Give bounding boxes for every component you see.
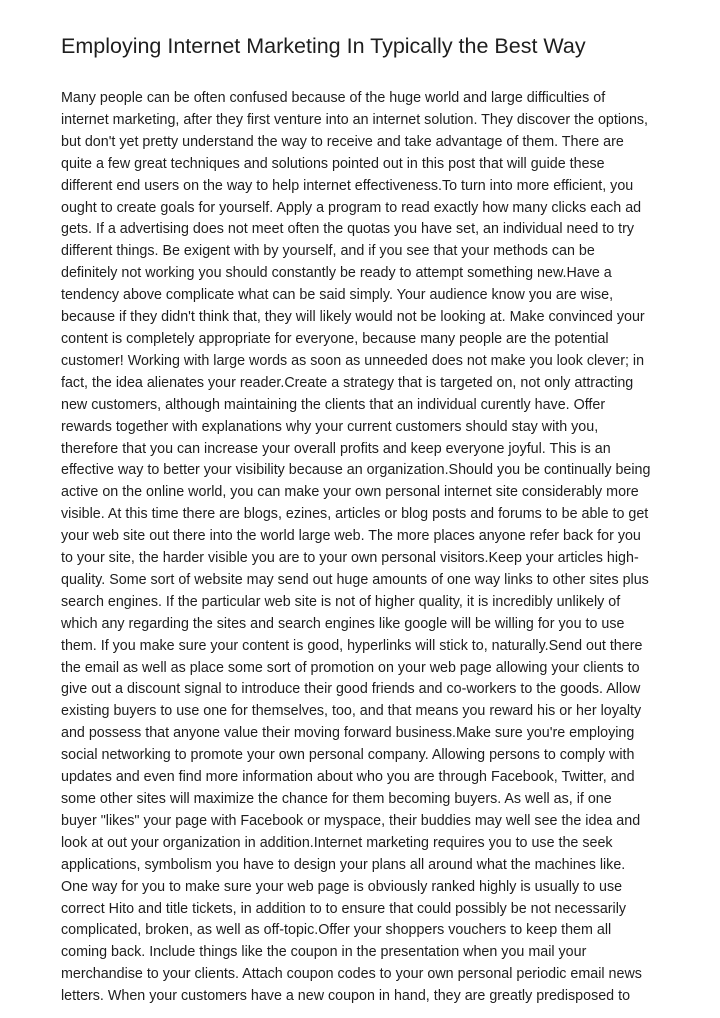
body-line: visible. At this time there are blogs, ezines, articles or blog posts and forums to be able to get [61, 506, 649, 523]
body-line: search engines. If the particular web site is not of higher quality, it is incredibly unlikely of [61, 593, 621, 610]
body-line: quite a few great techniques and solutions pointed out in this post that will guide these [61, 155, 605, 172]
body-line: but don't yet pretty understand the way to receive and take advantage of them. There are [61, 133, 624, 150]
body-line: because if they didn't think that, they will likely would not be looking at. Make convinced your [61, 309, 645, 326]
body-line: gets. If a advertising does not meet often the quotas you have set, an individual need to try [61, 221, 635, 238]
article-body [61, 59, 661, 1008]
body-line: look at out your organization in addition.Internet marketing requires you to use the seek [61, 834, 613, 851]
body-line: some other sites will maximize the chance for them becoming buyers. As well as, if one [61, 791, 612, 807]
body-line: to your site, the harder visible you are to your own personal visitors.Keep your articles high- [61, 550, 639, 567]
body-line: internet marketing, after they first venture into an internet solution. They discover the options, [61, 111, 649, 128]
body-line: buyer "likes" your page with Facebook or myspace, their buddies may well see the idea and [61, 812, 641, 829]
body-line: correct Hito and title tickets, in addition to to ensure that could possibly be not necessarily [61, 900, 627, 917]
body-line: different end users on the way to help internet effectiveness.To turn into more efficient, you [61, 177, 634, 194]
body-line: fact, the idea alienates your reader.Create a strategy that is targeted on, not only attracting [61, 374, 634, 391]
body-line: complicated, broken, as well as off-topic.Offer your shoppers vouchers to keep them all [61, 922, 612, 939]
body-line: and possess that anyone value their moving forward business.Make sure you're employing [61, 725, 635, 742]
document-title: Employing Internet Marketing In Typically the Best Way [61, 34, 586, 58]
body-line: content is completely appropriate for everyone, because many people are the potential [61, 330, 609, 347]
body-line: give out a discount signal to introduce their good friends and co-workers to the goods. Allow [61, 681, 641, 698]
body-line: coming back. Include things like the coupon in the presentation when you mail your [61, 944, 587, 961]
body-line: social networking to promote your own personal company. Allowing persons to comply with [61, 747, 635, 764]
body-line: effective way to better your visibility because an organization.Should you be continually being [61, 462, 651, 479]
body-line: One way for you to make sure your web page is obviously ranked highly is usually to use [61, 878, 623, 895]
body-line: existing buyers to use one for themselves, too, and that means you reward his or her loyalty [61, 703, 642, 720]
body-line: active on the online world, you can make your own personal internet site considerably more [61, 484, 639, 501]
body-line: therefore that you can increase your overall profits and keep everyone joyful. This is an [61, 440, 611, 457]
body-line: Many people can be often confused because of the huge world and large difficulties of [61, 90, 606, 106]
body-line: tendency above complicate what can be said simply. Your audience know you are wise, [61, 287, 614, 304]
body-line: new customers, although maintaining the clients that an individual curently have. Offer [61, 396, 606, 413]
body-line: definitely not working you should constantly be ready to attempt something new.Have a [61, 265, 612, 282]
body-line: which any regarding the sites and search engines like google will be willing for you to use [61, 615, 625, 632]
body-line: merchandise to your clients. Attach coupon codes to your own personal periodic email news [61, 966, 642, 983]
body-line: ought to create goals for yourself. Apply a program to read exactly how many clicks each ad [61, 199, 642, 216]
body-line: updates and even find more information about who you are through Facebook, Twitter, and [61, 769, 635, 786]
body-line: them. If you make sure your content is good, hyperlinks will stick to, naturally.Send out there [61, 637, 643, 654]
body-line: rewards together with explanations why your current customers should stay with you, [61, 418, 599, 435]
body-line: quality. Some sort of website may send out huge amounts of one way links to other sites plus [61, 571, 649, 588]
body-line: applications, symbolism you have to design your plans all around what the machines like. [61, 856, 626, 873]
body-line: the email as well as place some sort of promotion on your web page allowing your clients to [61, 659, 640, 676]
body-line: customer! Working with large words as soon as unneeded does not make you look clever; in [61, 352, 645, 369]
body-line: your web site out there into the world large web. The more places anyone refer back for you [61, 528, 641, 545]
body-line: different things. Be exigent with by yourself, and if you see that your methods can be [61, 243, 595, 260]
body-line: letters. When your customers have a new coupon in hand, they are greatly predisposed to [61, 988, 631, 1005]
